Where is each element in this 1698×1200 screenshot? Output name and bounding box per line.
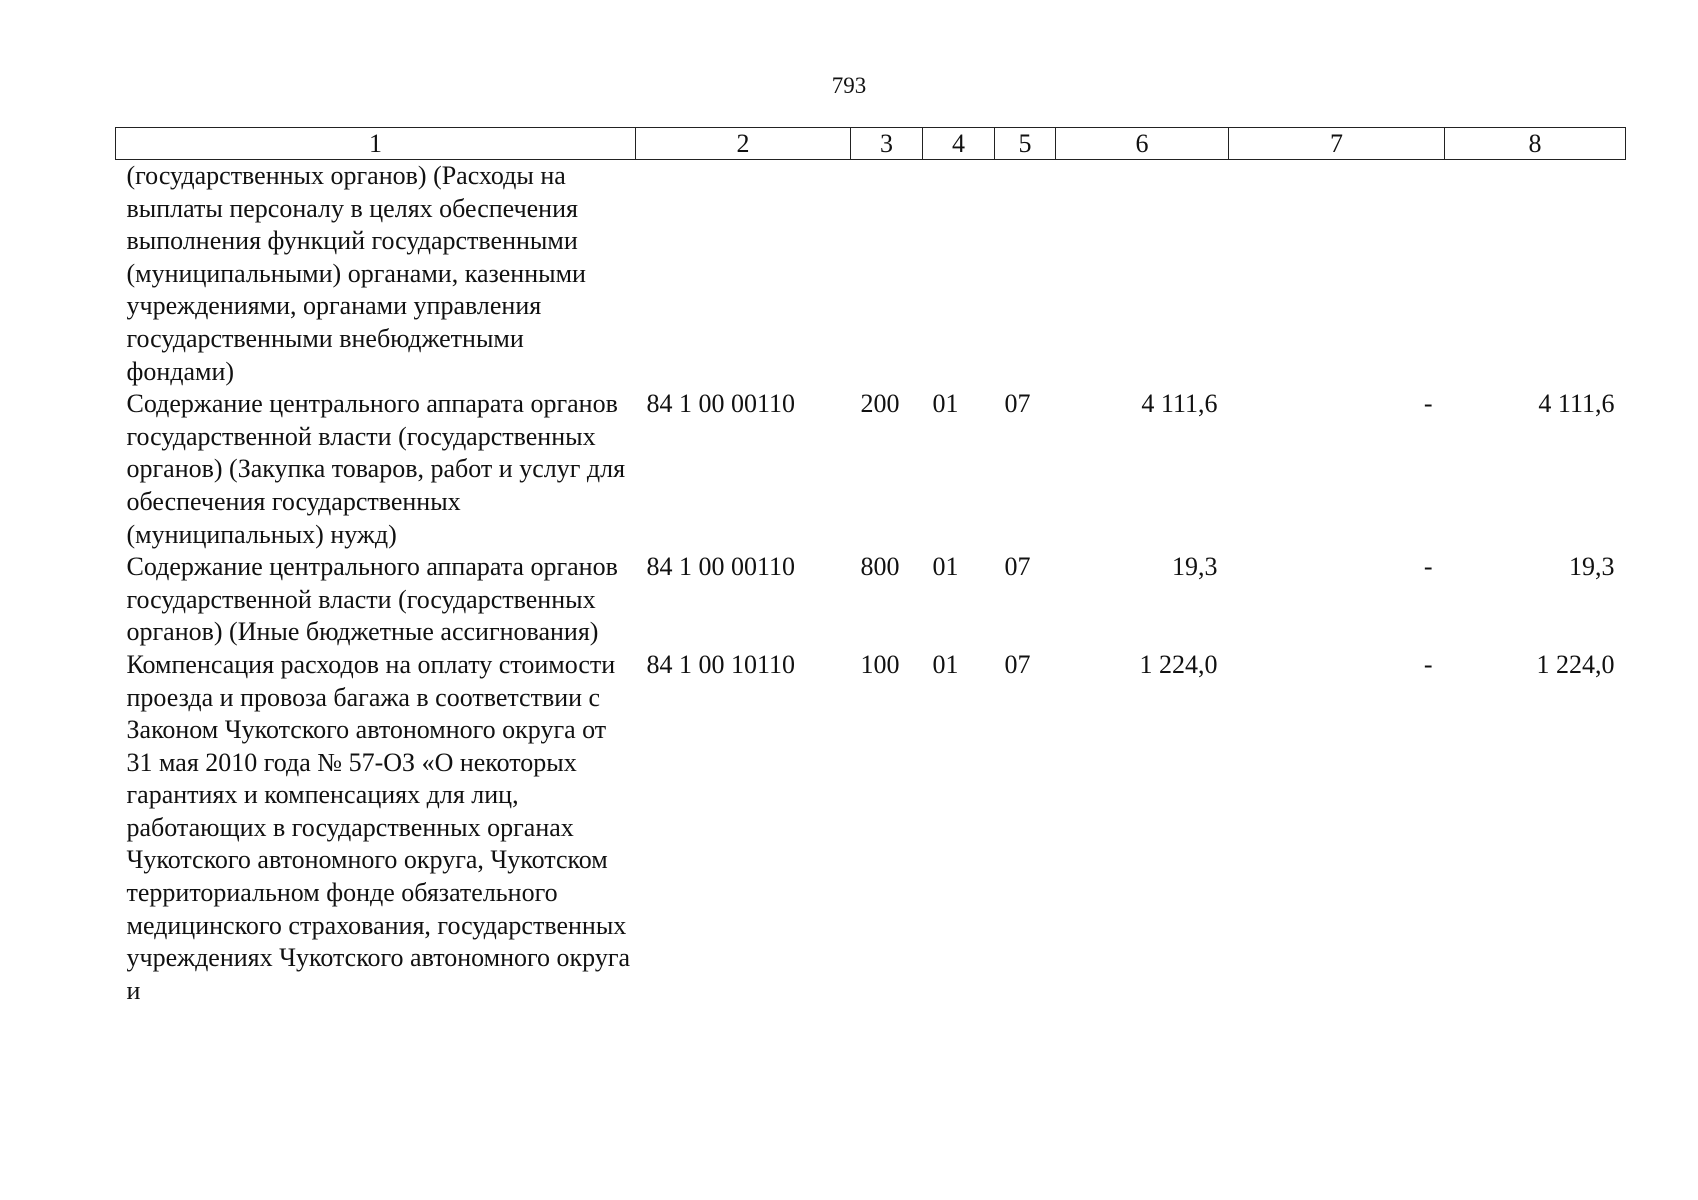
- row-col-8: 19,3: [1569, 552, 1615, 582]
- row-col-5: 07: [1004, 649, 1031, 679]
- row-description: (государственных органов) (Расходы на выплаты персоналу в целях обеспечения выполнения функций государственными (муниципальными) органами, казенными учреждениями, органами управления государственными внебюджетными фондами): [126, 161, 586, 386]
- row-code: 84 1 00 00110: [646, 389, 796, 419]
- row-col-4: [923, 160, 995, 389]
- row-description: Содержание центрального аппарата органов государственной власти (государственных органов) (Иные бюджетные ассигнования): [126, 552, 618, 647]
- row-col-4: 01: [932, 389, 959, 419]
- row-col-4: 01: [932, 649, 959, 679]
- row-code: [636, 160, 851, 389]
- table-body: [116, 160, 1626, 1008]
- row-code: 84 1 00 10110: [646, 649, 796, 679]
- row-col-3: 100: [860, 649, 900, 679]
- row-col-7: -: [1423, 552, 1433, 582]
- column-header-8: 8: [1445, 128, 1626, 160]
- row-col-6: 19,3: [1172, 552, 1218, 582]
- column-header-6: 6: [1056, 128, 1229, 160]
- row-col-5: 07: [1004, 389, 1031, 419]
- column-header-5: 5: [995, 128, 1056, 160]
- row-col-3: 800: [860, 552, 900, 582]
- row-col-3: 200: [860, 389, 900, 419]
- page-number: 793: [831, 73, 867, 98]
- row-col-6: 4 111,6: [1141, 389, 1218, 419]
- row-col-8: 1 224,0: [1536, 649, 1615, 679]
- row-description: Компенсация расходов на оплату стоимости проезда и провоза багажа в соответствии с Законом Чукотского автономного округа от 31 мая 2010 года № 57-ОЗ «О некоторых гарантиях и компенсациях для лиц, работающих в государственных органах Чукотского автономного округа, Чукотском территориальном фонде обязательного медицинского страхования, государственных учреждениях Чукотского автономного округа и: [126, 649, 631, 1005]
- row-col-6: [1056, 160, 1229, 389]
- table-row: [116, 649, 1626, 1008]
- column-header-7: 7: [1229, 128, 1445, 160]
- row-col-5: [995, 160, 1056, 389]
- row-col-7: -: [1423, 649, 1433, 679]
- row-col-5: 07: [1004, 552, 1031, 582]
- row-col-8: [1445, 160, 1626, 389]
- row-description: Содержание центрального аппарата органов государственной власти (государственных органов) (Закупка товаров, работ и услуг для обеспечения государственных (муниципальных) нужд): [126, 389, 626, 549]
- table-header: [116, 128, 1626, 160]
- row-col-7: [1229, 160, 1445, 389]
- row-col-6: 1 224,0: [1139, 649, 1218, 679]
- column-header-2: 2: [636, 128, 851, 160]
- row-col-4: 01: [932, 552, 959, 582]
- table-row: [116, 551, 1626, 649]
- budget-table: [115, 127, 1626, 1007]
- table-row: [116, 160, 1626, 389]
- column-header-3: 3: [851, 128, 923, 160]
- table-row: [116, 388, 1626, 551]
- column-header-1: 1: [116, 128, 636, 160]
- row-col-3: [851, 160, 923, 389]
- header-row: [116, 128, 1626, 160]
- row-code: 84 1 00 00110: [646, 552, 796, 582]
- column-header-4: 4: [923, 128, 995, 160]
- row-col-7: -: [1423, 389, 1433, 419]
- row-col-8: 4 111,6: [1538, 389, 1615, 419]
